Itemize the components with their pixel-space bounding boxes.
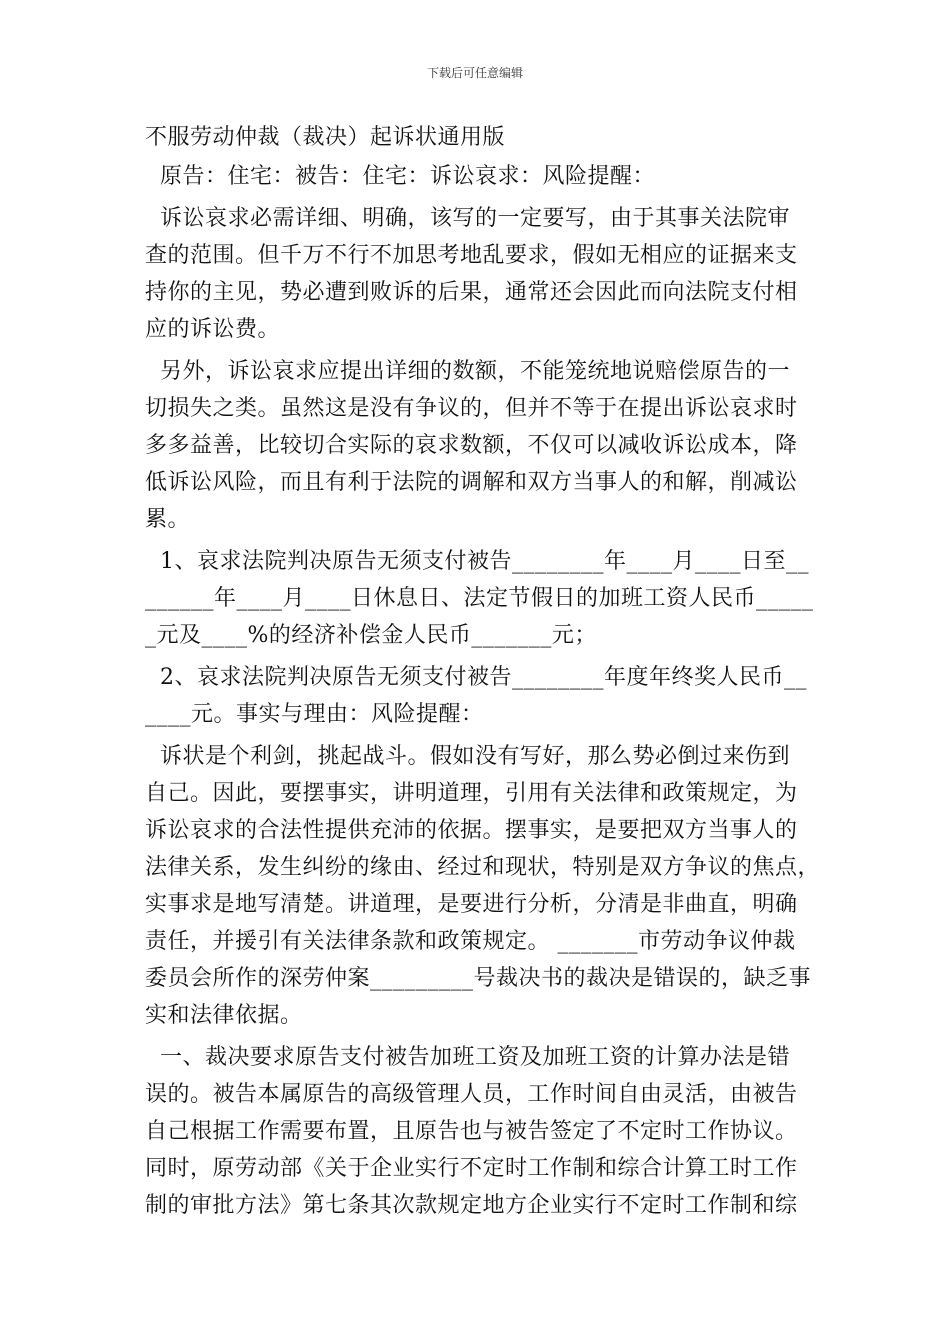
text-line: 法律关系，发生纠纷的缘由、经过和现状，特别是双方争议的焦点， <box>145 855 821 880</box>
text-line: 责任，并援引有关法律条款和政策规定。 _______市劳动争议仲裁 <box>145 929 796 954</box>
text-line: _元及____%的经济补偿金人民币_______元； <box>145 623 597 648</box>
text-line: 累。 <box>145 507 191 532</box>
text-line: 原告：住宅：被告：住宅：诉讼哀求：风险提醒： <box>145 164 655 189</box>
text-line: 切损失之类。虽然这是没有争议的，但并不等于在提出诉讼哀求时 <box>145 396 798 421</box>
text-line: 诉状是个利剑，挑起战斗。假如没有写好，那么势必倒过来伤到 <box>145 744 790 769</box>
text-line: 一、裁决要求原告支付被告加班工资及加班工资的计算办法是错 <box>145 1045 790 1070</box>
text-line: 查的范围。但千万不行不加思考地乱要求，假如无相应的证据来支 <box>145 243 798 268</box>
text-line: 2、哀求法院判决原告无须支付被告________年度年终奖人民币__ <box>145 665 807 690</box>
text-line: 1、哀求法院判决原告无须支付被告________年____月____日至__ <box>145 549 809 574</box>
document-title: 不服劳动仲裁（裁决）起诉状通用版 <box>145 125 506 150</box>
text-line: 实和法律依据。 <box>145 1003 303 1028</box>
text-line: ______年____月____日休息日、法定节假日的加班工资人民币_____ <box>145 586 814 611</box>
text-line: 委员会所作的深劳仲案_________号裁决书的裁决是错误的，缺乏事 <box>145 966 812 991</box>
text-line: 同时，原劳动部《关于企业实行不定时工作制和综合计算工时工作 <box>145 1156 798 1181</box>
text-line: 自己根据工作需要布置，且原告也与被告签定了不定时工作协议。 <box>145 1119 798 1144</box>
text-line: 应的诉讼费。 <box>145 317 281 342</box>
text-line: 持你的主见，势必遭到败诉的后果，通常还会因此而向法院支付相 <box>145 280 798 305</box>
text-line: 误的。被告本属原告的高级管理人员，工作时间自由灵活，由被告 <box>145 1082 798 1107</box>
text-line: 另外，诉讼哀求应提出详细的数额，不能笼统地说赔偿原告的一 <box>145 359 790 384</box>
document-body <box>145 118 821 1224</box>
text-line: 低诉讼风险，而且有利于法院的调解和双方当事人的和解，削减讼 <box>145 470 798 495</box>
text-line: 诉讼哀求必需详细、明确，该写的一定要写，由于其事关法院审 <box>145 206 790 231</box>
text-line: 诉讼哀求的合法性提供充沛的依据。摆事实，是要把双方当事人的 <box>145 818 798 843</box>
text-line: 制的审批方法》第七条其次款规定地方企业实行不定时工作制和综 <box>145 1193 798 1218</box>
text-line: 实事求是地写清楚。讲道理，是要进行分析，分清是非曲直，明确 <box>145 892 798 917</box>
text-line: 自己。因此，要摆事实，讲明道理，引用有关法律和政策规定，为 <box>145 781 798 806</box>
page-header: 下载后可任意编辑 <box>426 66 523 80</box>
text-line: ____元。事实与理由：风险提醒： <box>145 702 484 727</box>
text-line: 多多益善，比较切合实际的哀求数额，不仅可以减收诉讼成本，降 <box>145 433 798 458</box>
